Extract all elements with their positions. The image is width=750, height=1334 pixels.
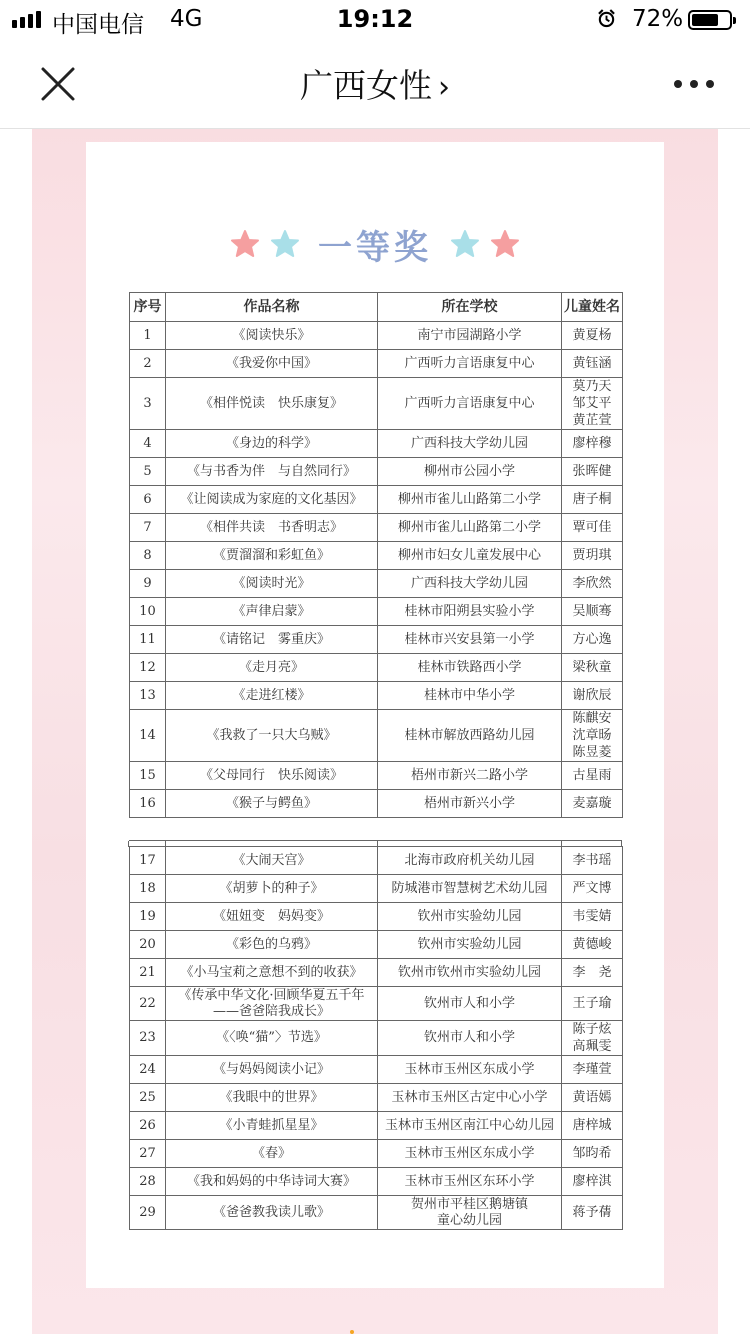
table-row	[130, 987, 623, 1021]
work-title: 《走进红楼》	[166, 682, 378, 710]
table-row	[130, 322, 623, 350]
school-name: 玉林市玉州区南江中心幼儿园	[378, 1112, 562, 1140]
table-row	[130, 903, 623, 931]
child-name: 廖梓穆	[562, 430, 623, 458]
work-title: 《阅读时光》	[166, 570, 378, 598]
school-name: 玉林市玉州区东成小学	[378, 1056, 562, 1084]
column-header-school: 所在学校	[378, 293, 562, 322]
child-name: 吴顺骞	[562, 598, 623, 626]
table-row	[130, 1112, 623, 1140]
work-title: 《胡萝卜的种子》	[166, 875, 378, 903]
child-name: 覃可佳	[562, 514, 623, 542]
school-name: 柳州市雀儿山路第二小学	[378, 486, 562, 514]
row-number: 9	[130, 570, 166, 598]
work-title: 《身边的科学》	[166, 430, 378, 458]
star-icon	[230, 229, 260, 259]
school-name: 桂林市解放西路幼儿园	[378, 710, 562, 762]
row-number: 24	[130, 1056, 166, 1084]
table-row	[130, 378, 623, 430]
work-title: 《走月亮》	[166, 654, 378, 682]
school-name: 玉林市玉州区东环小学	[378, 1168, 562, 1196]
loading-indicator	[350, 1330, 354, 1334]
row-number: 11	[130, 626, 166, 654]
table-row	[130, 959, 623, 987]
child-name: 王子瑜	[562, 987, 623, 1021]
row-number: 15	[130, 762, 166, 790]
alarm-clock-icon	[597, 9, 616, 28]
table-row	[130, 350, 623, 378]
child-name: 廖梓淇	[562, 1168, 623, 1196]
school-name: 桂林市兴安县第一小学	[378, 626, 562, 654]
work-title: 《与书香为伴 与自然同行》	[166, 458, 378, 486]
award-table-part1	[129, 292, 623, 818]
child-name: 麦嘉璇	[562, 790, 623, 818]
work-title: 《彩色的乌鸦》	[166, 931, 378, 959]
row-number: 17	[130, 847, 166, 875]
account-title[interactable]	[0, 60, 750, 107]
school-name: 广西科技大学幼儿园	[378, 430, 562, 458]
work-title: 《猴子与鳄鱼》	[166, 790, 378, 818]
child-name: 谢欣辰	[562, 682, 623, 710]
nav-bar	[0, 40, 750, 129]
table-row	[130, 1056, 623, 1084]
row-number: 29	[130, 1196, 166, 1230]
row-number: 2	[130, 350, 166, 378]
child-name: 陈子炫 高珮雯	[562, 1021, 623, 1056]
row-number: 12	[130, 654, 166, 682]
child-name: 蒋予蒨	[562, 1196, 623, 1230]
school-name: 桂林市阳朔县实验小学	[378, 598, 562, 626]
table-row	[130, 931, 623, 959]
row-number: 6	[130, 486, 166, 514]
row-number: 25	[130, 1084, 166, 1112]
school-name: 钦州市人和小学	[378, 987, 562, 1021]
work-title: 《父母同行 快乐阅读》	[166, 762, 378, 790]
row-number: 13	[130, 682, 166, 710]
table-row	[130, 682, 623, 710]
table-row	[130, 626, 623, 654]
child-name: 李瑾萱	[562, 1056, 623, 1084]
table-row	[130, 762, 623, 790]
school-name: 桂林市中华小学	[378, 682, 562, 710]
row-number: 19	[130, 903, 166, 931]
table-header-row	[130, 293, 623, 322]
battery-icon	[688, 10, 732, 30]
child-name: 李欣然	[562, 570, 623, 598]
child-name: 唐梓城	[562, 1112, 623, 1140]
child-name: 唐子桐	[562, 486, 623, 514]
table-row	[130, 875, 623, 903]
child-name: 莫乃天 邹艾平 黄芷萱	[562, 378, 623, 430]
school-name: 南宁市园湖路小学	[378, 322, 562, 350]
school-name: 玉林市玉州区东成小学	[378, 1140, 562, 1168]
table-row	[130, 458, 623, 486]
child-name: 黄钰涵	[562, 350, 623, 378]
award-title: 一等奖	[318, 227, 432, 268]
more-options-icon[interactable]	[674, 80, 714, 90]
school-name: 钦州市实验幼儿园	[378, 931, 562, 959]
work-title: 《贾溜溜和彩虹鱼》	[166, 542, 378, 570]
school-name: 北海市政府机关幼儿园	[378, 847, 562, 875]
table-row	[130, 430, 623, 458]
table-row	[130, 598, 623, 626]
school-name: 广西听力言语康复中心	[378, 378, 562, 430]
work-title: 《春》	[166, 1140, 378, 1168]
work-title: 《大闹天宫》	[166, 847, 378, 875]
school-name: 广西听力言语康复中心	[378, 350, 562, 378]
row-number: 7	[130, 514, 166, 542]
row-number: 23	[130, 1021, 166, 1056]
work-title: 《爸爸教我读儿歌》	[166, 1196, 378, 1230]
row-number: 18	[130, 875, 166, 903]
child-name: 黄夏杨	[562, 322, 623, 350]
award-table-part2	[129, 846, 623, 1230]
school-name: 梧州市新兴小学	[378, 790, 562, 818]
table-row	[130, 710, 623, 762]
award-heading	[86, 222, 664, 266]
chevron-right-icon: ›	[438, 70, 450, 105]
child-name: 韦雯婧	[562, 903, 623, 931]
table-row	[130, 570, 623, 598]
column-header-work: 作品名称	[166, 293, 378, 322]
table-row	[130, 486, 623, 514]
work-title: 《传承中华文化·回顾华夏五千年 ——爸爸陪我成长》	[166, 987, 378, 1021]
work-title: 《请铭记 雾重庆》	[166, 626, 378, 654]
child-name: 陈麒安 沈章旸 陈昱菱	[562, 710, 623, 762]
school-name: 柳州市公园小学	[378, 458, 562, 486]
row-number: 10	[130, 598, 166, 626]
row-number: 21	[130, 959, 166, 987]
row-number: 4	[130, 430, 166, 458]
child-name: 黄德峻	[562, 931, 623, 959]
row-number: 1	[130, 322, 166, 350]
school-name: 柳州市雀儿山路第二小学	[378, 514, 562, 542]
work-title: 《我爱你中国》	[166, 350, 378, 378]
table-row	[130, 790, 623, 818]
child-name: 张晖健	[562, 458, 623, 486]
carrier-name: 中国电信	[52, 12, 144, 38]
table-row	[130, 847, 623, 875]
table-row	[130, 1084, 623, 1112]
row-number: 8	[130, 542, 166, 570]
child-name: 贾玥琪	[562, 542, 623, 570]
work-title: 《妞妞变 妈妈变》	[166, 903, 378, 931]
column-header-no: 序号	[130, 293, 166, 322]
child-name: 方心逸	[562, 626, 623, 654]
work-title: 《让阅读成为家庭的文化基因》	[166, 486, 378, 514]
work-title: 《小马宝莉之意想不到的收获》	[166, 959, 378, 987]
table-row	[130, 542, 623, 570]
table-row	[130, 1140, 623, 1168]
work-title: 《相伴共读 书香明志》	[166, 514, 378, 542]
child-name: 严文博	[562, 875, 623, 903]
table-row	[130, 1021, 623, 1056]
column-header-child: 儿童姓名	[562, 293, 623, 322]
account-title-text: 广西女性	[300, 66, 432, 105]
school-name: 柳州市妇女儿童发展中心	[378, 542, 562, 570]
child-name: 李 尧	[562, 959, 623, 987]
table-row	[130, 514, 623, 542]
work-title: 《我和妈妈的中华诗词大赛》	[166, 1168, 378, 1196]
work-title: 《〈唤“猫”〉节选》	[166, 1021, 378, 1056]
row-number: 3	[130, 378, 166, 430]
row-number: 28	[130, 1168, 166, 1196]
network-type: 4G	[170, 6, 203, 32]
row-number: 26	[130, 1112, 166, 1140]
work-title: 《我眼中的世界》	[166, 1084, 378, 1112]
table-row	[130, 654, 623, 682]
star-icon	[490, 229, 520, 259]
star-icon	[450, 229, 480, 259]
child-name: 邹昀希	[562, 1140, 623, 1168]
school-name: 广西科技大学幼儿园	[378, 570, 562, 598]
row-number: 16	[130, 790, 166, 818]
row-number: 14	[130, 710, 166, 762]
child-name: 梁秋童	[562, 654, 623, 682]
work-title: 《与妈妈阅读小记》	[166, 1056, 378, 1084]
work-title: 《阅读快乐》	[166, 322, 378, 350]
battery-percent: 72%	[632, 6, 684, 32]
status-bar	[0, 0, 750, 40]
row-number: 5	[130, 458, 166, 486]
row-number: 22	[130, 987, 166, 1021]
school-name: 玉林市玉州区古定中心小学	[378, 1084, 562, 1112]
status-time: 19:12	[336, 5, 414, 33]
school-name: 贺州市平桂区鹅塘镇 童心幼儿园	[378, 1196, 562, 1230]
school-name: 钦州市实验幼儿园	[378, 903, 562, 931]
child-name: 古星雨	[562, 762, 623, 790]
school-name: 梧州市新兴二路小学	[378, 762, 562, 790]
work-title: 《我救了一只大乌贼》	[166, 710, 378, 762]
row-number: 20	[130, 931, 166, 959]
school-name: 钦州市钦州市实验幼儿园	[378, 959, 562, 987]
star-icon	[270, 229, 300, 259]
school-name: 防城港市智慧树艺术幼儿园	[378, 875, 562, 903]
school-name: 钦州市人和小学	[378, 1021, 562, 1056]
work-title: 《相伴悦读 快乐康复》	[166, 378, 378, 430]
child-name: 李书瑶	[562, 847, 623, 875]
school-name: 桂林市铁路西小学	[378, 654, 562, 682]
work-title: 《小青蛙抓星星》	[166, 1112, 378, 1140]
table-row	[130, 1196, 623, 1230]
row-number: 27	[130, 1140, 166, 1168]
child-name: 黄语嫣	[562, 1084, 623, 1112]
battery-level-fill	[692, 14, 718, 26]
table-row	[130, 1168, 623, 1196]
work-title: 《声律启蒙》	[166, 598, 378, 626]
